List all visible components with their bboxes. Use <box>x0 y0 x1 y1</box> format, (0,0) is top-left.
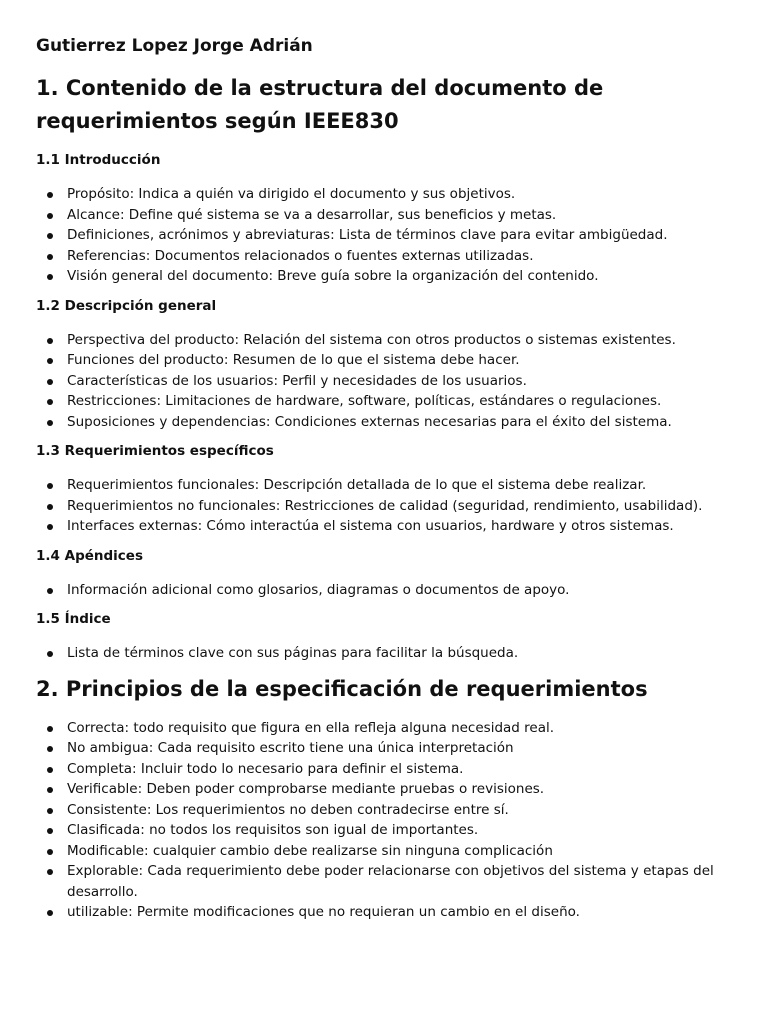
list-item: Características de los usuarios: Perfil y necesidades de los usuarios. <box>36 371 738 392</box>
list-item: Alcance: Define qué sistema se va a desarrollar, sus beneficios y metas. <box>36 205 738 226</box>
section-1-title: 1. Contenido de la estructura del documento de requerimientos según IEEE830 <box>36 76 604 133</box>
list-item: Referencias: Documentos relacionados o fuentes externas utilizadas. <box>36 246 738 267</box>
subsection-heading: 1.1 Introducción <box>36 152 161 168</box>
bullet-list <box>36 718 738 923</box>
list-item: Requerimientos funcionales: Descripción detallada de lo que el sistema debe realizar. <box>36 475 738 496</box>
author-name: Gutierrez Lopez Jorge Adrián <box>36 36 313 56</box>
list-item: Restricciones: Limitaciones de hardware, software, políticas, estándares o regulaciones. <box>36 391 738 412</box>
list-item: Interfaces externas: Cómo interactúa el sistema con usuarios, hardware y otros sistemas. <box>36 516 738 537</box>
list-item: Correcta: todo requisito que figura en ella refleja alguna necesidad real. <box>36 718 738 739</box>
section-2-title: 2. Principios de la especificación de requerimientos <box>36 676 648 701</box>
bullet-list <box>36 330 738 433</box>
bullet-list <box>36 475 738 537</box>
bullet-list <box>36 643 738 664</box>
list-item: Completa: Incluir todo lo necesario para definir el sistema. <box>36 759 738 780</box>
subsection-heading: 1.2 Descripción general <box>36 297 217 314</box>
section-principles <box>36 673 738 923</box>
bullet-list <box>36 580 738 601</box>
list-item: Perspectiva del producto: Relación del sistema con otros productos o sistemas existentes. <box>36 330 738 351</box>
list-item: utilizable: Permite modificaciones que no requieran un cambio en el diseño. <box>36 902 738 923</box>
list-item: Suposiciones y dependencias: Condiciones externas necesarias para el éxito del sistema. <box>36 412 738 433</box>
list-item: Propósito: Indica a quién va dirigido el documento y sus objetivos. <box>36 184 738 205</box>
subsection-heading: 1.5 Índice <box>36 611 111 627</box>
list-item: Funciones del producto: Resumen de lo que el sistema debe hacer. <box>36 350 738 371</box>
subsection-heading: 1.3 Requerimientos específicos <box>36 443 274 459</box>
section-ieee830-structure <box>36 72 738 664</box>
subsection-heading: 1.4 Apéndices <box>36 547 143 564</box>
list-item: Consistente: Los requerimientos no deben contradecirse entre sí. <box>36 800 738 821</box>
list-item: Requerimientos no funcionales: Restricciones de calidad (seguridad, rendimiento, usabilidad). <box>36 496 738 517</box>
list-item: Verificable: Deben poder comprobarse mediante pruebas o revisiones. <box>36 779 738 800</box>
list-item: Lista de términos clave con sus páginas para facilitar la búsqueda. <box>36 643 738 664</box>
list-item: No ambigua: Cada requisito escrito tiene una única interpretación <box>36 738 738 759</box>
list-item: Explorable: Cada requerimiento debe poder relacionarse con objetivos del sistema y etapas del desarrollo. <box>36 861 738 902</box>
list-item: Información adicional como glosarios, diagramas o documentos de apoyo. <box>36 580 738 601</box>
list-item: Definiciones, acrónimos y abreviaturas: Lista de términos clave para evitar ambigüedad. <box>36 225 738 246</box>
list-item: Modificable: cualquier cambio debe realizarse sin ninguna complicación <box>36 841 738 862</box>
list-item: Clasificada: no todos los requisitos son igual de importantes. <box>36 820 738 841</box>
bullet-list <box>36 184 738 287</box>
list-item: Visión general del documento: Breve guía sobre la organización del contenido. <box>36 266 738 287</box>
